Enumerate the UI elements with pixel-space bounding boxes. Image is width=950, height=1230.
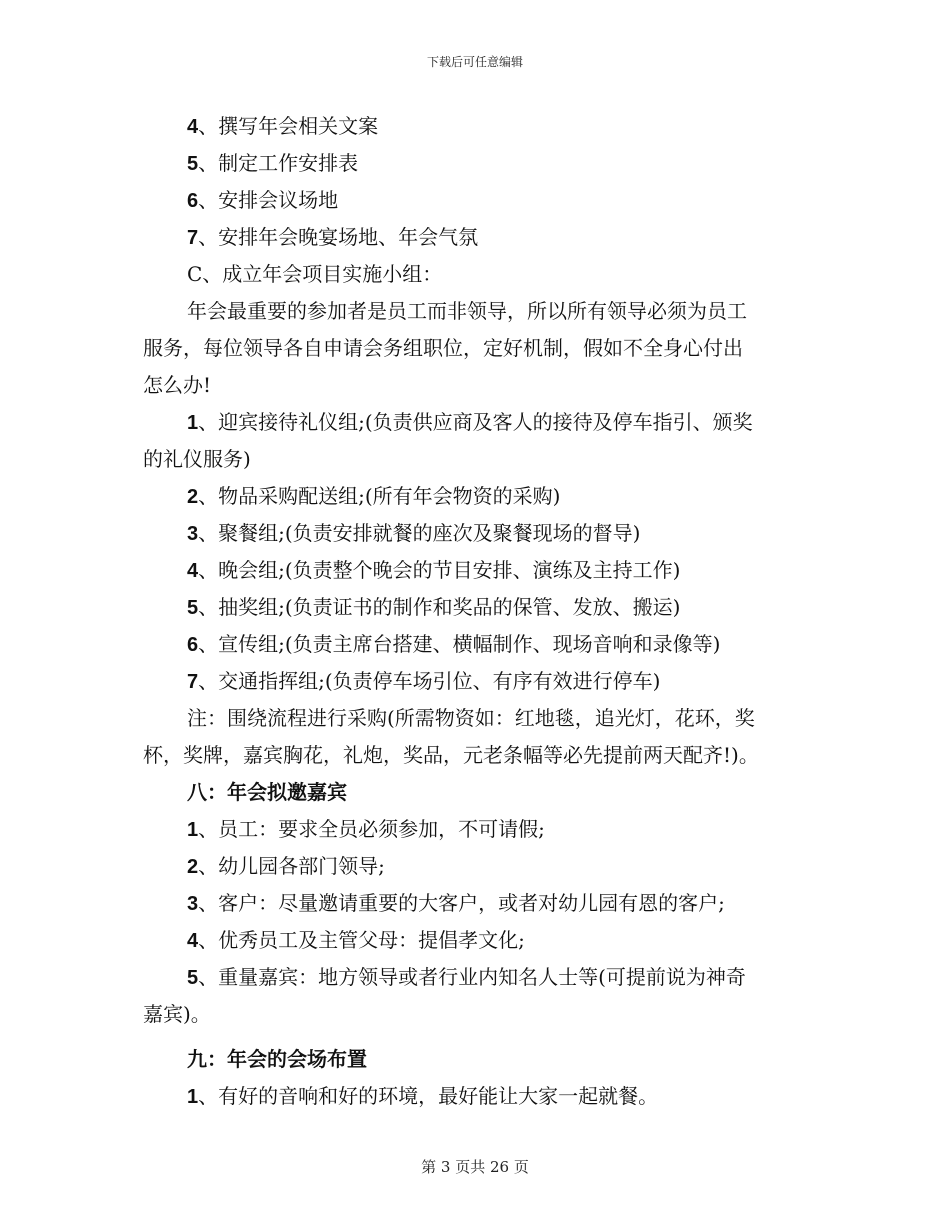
list-number: 2 — [187, 856, 199, 878]
subsection-heading: C、成立年会项目实施小组： — [187, 262, 443, 286]
paragraph-line: 的礼仪服务) — [143, 447, 251, 471]
list-item — [143, 478, 810, 515]
list-number: 1 — [187, 412, 199, 434]
list-text: 、安排会议场地 — [198, 188, 339, 212]
list-text: 、撰写年会相关文案 — [198, 114, 379, 138]
list-text: 、宣传组;(负责主席台搭建、横幅制作、现场音响和录像等) — [198, 632, 721, 656]
spacer — [143, 1033, 810, 1041]
page-header: 下载后可任意编辑 — [426, 55, 523, 69]
list-number: 7 — [187, 671, 199, 693]
list-number: 1 — [187, 1086, 199, 1108]
list-item — [143, 922, 810, 959]
list-number: 3 — [187, 523, 199, 545]
list-number: 3 — [187, 893, 199, 915]
list-text: 、幼儿园各部门领导; — [198, 854, 385, 878]
list-number: 5 — [187, 967, 199, 989]
list-text: 、有好的音响和好的环境，最好能让大家一起就餐。 — [198, 1084, 659, 1108]
list-text: 、客户：尽量邀请重要的大客户，或者对幼儿园有恩的客户; — [198, 891, 725, 915]
paragraph-line: 服务，每位领导各自申请会务组职位，定好机制，假如不全身心付出 — [143, 336, 743, 360]
list-text: 、优秀员工及主管父母：提倡孝文化; — [198, 928, 525, 952]
list-item — [143, 663, 810, 700]
list-text: 、员工：要求全员必须参加，不可请假; — [198, 817, 545, 841]
list-text: 、重量嘉宾：地方领导或者行业内知名人士等(可提前说为神奇 — [198, 965, 746, 989]
list-number: 4 — [187, 930, 199, 952]
list-item — [143, 145, 810, 182]
section-heading: 九：年会的会场布置 — [187, 1047, 367, 1071]
paragraph-line: 嘉宾)。 — [143, 1002, 211, 1026]
list-item — [143, 404, 810, 441]
list-item — [143, 626, 810, 663]
section-heading: 八：年会拟邀嘉宾 — [187, 780, 347, 804]
document-body — [143, 108, 810, 1115]
note-line: 注：围绕流程进行采购(所需物资如：红地毯，追光灯，花环，奖 — [187, 706, 755, 730]
list-text: 、制定工作安排表 — [198, 151, 359, 175]
list-item — [143, 219, 810, 256]
paragraph-line: 年会最重要的参加者是员工而非领导，所以所有领导必须为员工 — [187, 299, 747, 323]
list-text: 、抽奖组;(负责证书的制作和奖品的保管、发放、搬运) — [198, 595, 681, 619]
list-text: 、聚餐组;(负责安排就餐的座次及聚餐现场的督导) — [198, 521, 641, 545]
list-number: 6 — [187, 634, 199, 656]
list-item — [143, 182, 810, 219]
list-number: 7 — [187, 227, 199, 249]
list-text: 、物品采购配送组;(所有年会物资的采购) — [198, 484, 561, 508]
list-item — [143, 552, 810, 589]
list-item — [143, 885, 810, 922]
list-item — [143, 108, 810, 145]
list-number: 4 — [187, 116, 199, 138]
page-footer: 第 3 页共 26 页 — [421, 1158, 529, 1176]
note-line: 杯，奖牌，嘉宾胸花，礼炮，奖品，元老条幅等必先提前两天配齐!)。 — [143, 743, 759, 767]
list-number: 5 — [187, 153, 199, 175]
list-number: 4 — [187, 560, 199, 582]
list-item — [143, 515, 810, 552]
list-text: 、晚会组;(负责整个晚会的节目安排、演练及主持工作) — [198, 558, 681, 582]
list-item — [143, 811, 810, 848]
list-number: 5 — [187, 597, 199, 619]
list-text: 、迎宾接待礼仪组;(负责供应商及客人的接待及停车指引、颁奖 — [198, 410, 753, 434]
list-text: 、交通指挥组;(负责停车场引位、有序有效进行停车) — [198, 669, 661, 693]
paragraph-line: 怎么办! — [143, 373, 212, 397]
list-item — [143, 959, 810, 996]
list-item — [143, 589, 810, 626]
list-item — [143, 1078, 810, 1115]
list-text: 、安排年会晚宴场地、年会气氛 — [198, 225, 479, 249]
list-number: 1 — [187, 819, 199, 841]
list-item — [143, 848, 810, 885]
list-number: 6 — [187, 190, 199, 212]
list-number: 2 — [187, 486, 199, 508]
